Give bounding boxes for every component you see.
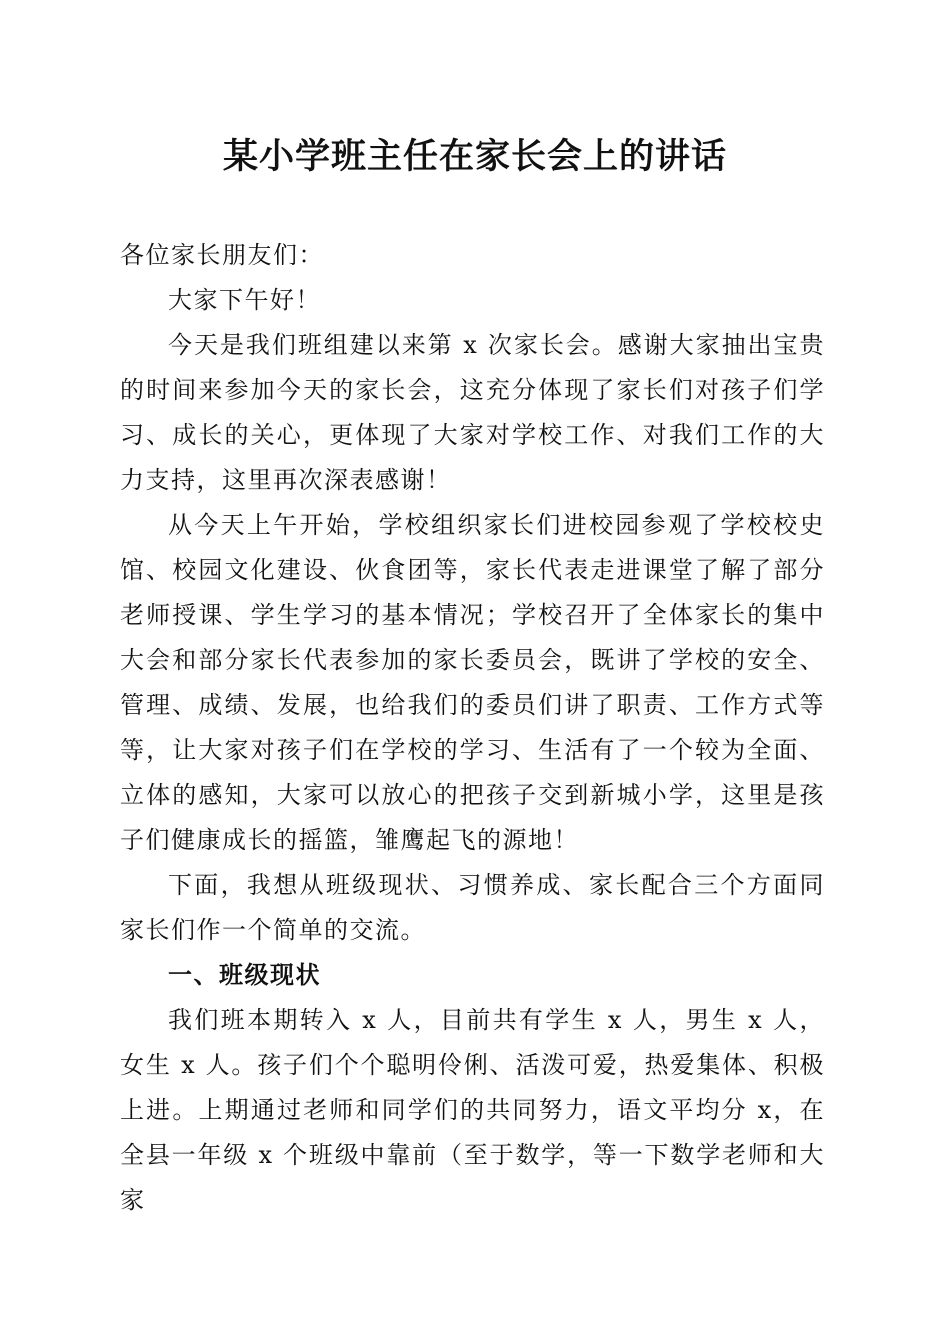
document-body bbox=[120, 233, 825, 1223]
salutation: 各位家长朋友们： bbox=[120, 241, 324, 269]
document-title: 某小学班主任在家长会上的讲话 bbox=[222, 136, 727, 177]
paragraph-class-status: 我们班本期转入 x 人，目前共有学生 x 人，男生 x 人，女生 x 人。孩子们个个聪明伶俐、活泼可爱，热爱集体、积极上进。上期通过老师和同学们的共同努力，语文平均分 x，在全县一年级 x 个班级中靠前（至于数学，等一下数学老师和大家 bbox=[120, 1006, 825, 1214]
paragraph-outline: 下面，我想从班级现状、习惯养成、家长配合三个方面同家长们作一个简单的交流。 bbox=[120, 871, 825, 944]
paragraph-activities: 从今天上午开始，学校组织家长们进校园参观了学校校史馆、校园文化建设、伙食团等，家长代表走进课堂了解了部分老师授课、学生学习的基本情况；学校召开了全体家长的集中大会和部分家长代表参加的家长委员会，既讲了学校的安全、管理、成绩、发展，也给我们的委员们讲了职责、工作方式等等，让大家对孩子们在学校的学习、生活有了一个较为全面、立体的感知，大家可以放心的把孩子交到新城小学，这里是孩子们健康成长的摇篮，雏鹰起飞的源地！ bbox=[120, 511, 825, 854]
paragraph-greeting: 大家下午好！ bbox=[168, 286, 321, 314]
paragraph-thanks: 今天是我们班组建以来第 x 次家长会。感谢大家抽出宝贵的时间来参加今天的家长会，这充分体现了家长们对孩子们学习、成长的关心，更体现了大家对学校工作、对我们工作的大力支持，这里再次深表感谢！ bbox=[120, 331, 825, 494]
section-heading: 一、班级现状 bbox=[168, 961, 321, 989]
